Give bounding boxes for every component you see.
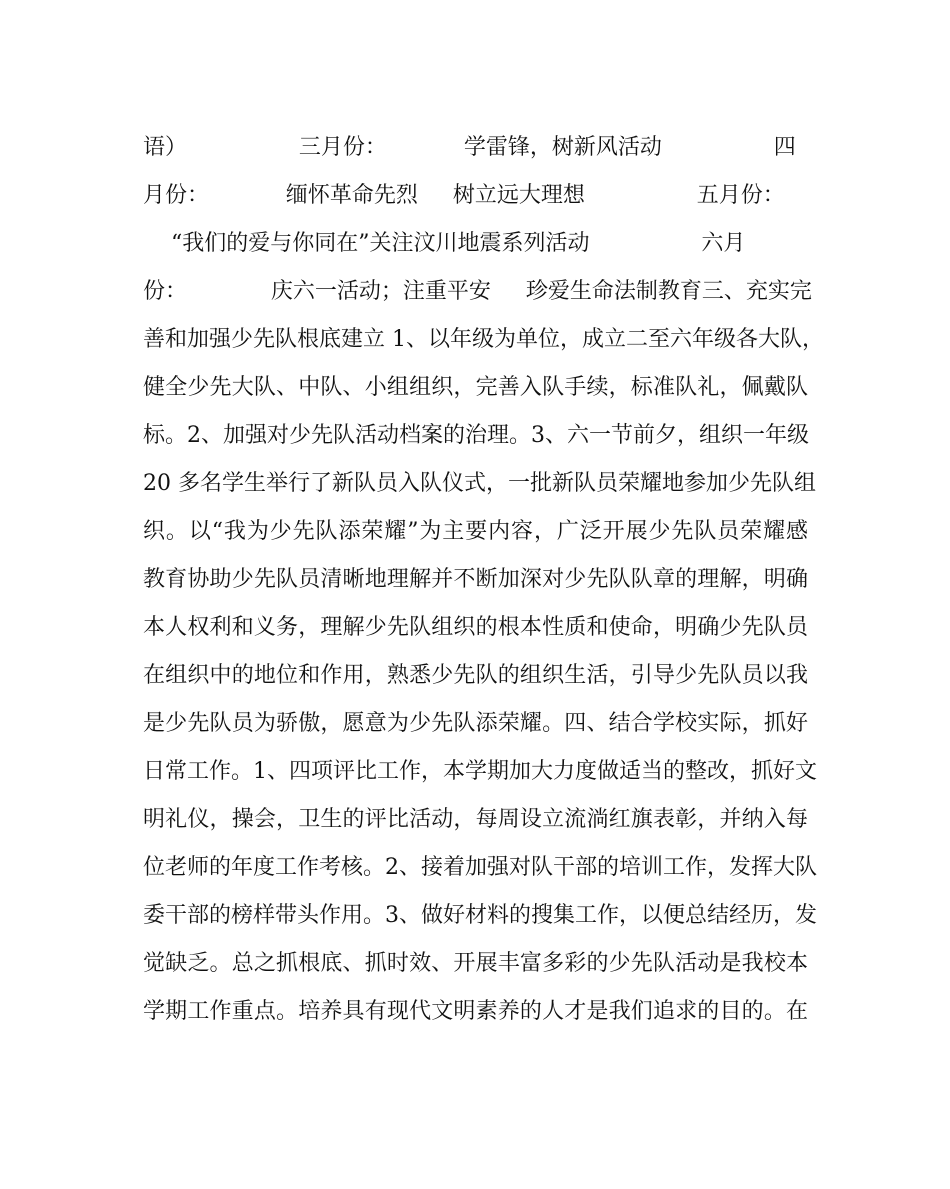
text-line-17: 委干部的榜样带头作用。3、做好材料的搜集工作，以便总结经历，发 — [143, 903, 817, 928]
text-line-12: 在组织中的地位和作用，熟悉少先队的组织生活，引导少先队员以我 — [143, 663, 808, 688]
text-line-9: 织。以“我为少先队添荣耀”为主要内容，广泛开展少先队员荣耀感 — [143, 519, 808, 544]
text-line-7: 标。2、加强对少先队活动档案的治理。3、六一节前夕，组织一年级 — [143, 423, 809, 448]
text-line-4: 份： 庆六一活动；注重平安 珍爱生命法制教育三、充实完 — [143, 279, 812, 304]
text-line-15: 明礼仪，操会，卫生的评比活动，每周设立流淌红旗表彰，并纳入每 — [143, 807, 808, 832]
text-line-13: 是少先队员为骄傲，愿意为少先队添荣耀。四、结合学校实际，抓好 — [143, 711, 808, 736]
text-line-11: 本人权利和义务，理解少先队组织的根本性质和使命，明确少先队员 — [143, 615, 808, 640]
text-line-18: 觉缺乏。总之抓根底、抓时效、开展丰富多彩的少先队活动是我校本 — [143, 951, 808, 976]
text-line-3: “我们的爱与你同在”关注汶川地震系列活动 六月 — [143, 231, 746, 256]
text-line-2: 月份： 缅怀革命先烈 树立远大理想 五月份： — [143, 183, 785, 208]
text-line-1: 语） 三月份： 学雷锋，树新风活动 四 — [143, 135, 796, 160]
text-line-19: 学期工作重点。培养具有现代文明素养的人才是我们追求的目的。在 — [143, 999, 808, 1024]
text-line-8: 20 多名学生举行了新队员入队仪式，一批新队员荣耀地参加少先队组 — [143, 471, 816, 496]
text-line-6: 健全少先大队、中队、小组组织，完善入队手续，标准队礼，佩戴队 — [143, 375, 808, 400]
text-line-16: 位老师的年度工作考核。2、接着加强对队干部的培训工作，发挥大队 — [143, 855, 817, 880]
text-line-14: 日常工作。1、四项评比工作，本学期加大力度做适当的整改，抓好文 — [143, 759, 817, 784]
text-line-10: 教育协助少先队员清晰地理解并不断加深对少先队队章的理解，明确 — [143, 567, 808, 592]
text-line-5: 善和加强少先队根底建立 1、以年级为单位，成立二至六年级各大队， — [143, 327, 824, 352]
